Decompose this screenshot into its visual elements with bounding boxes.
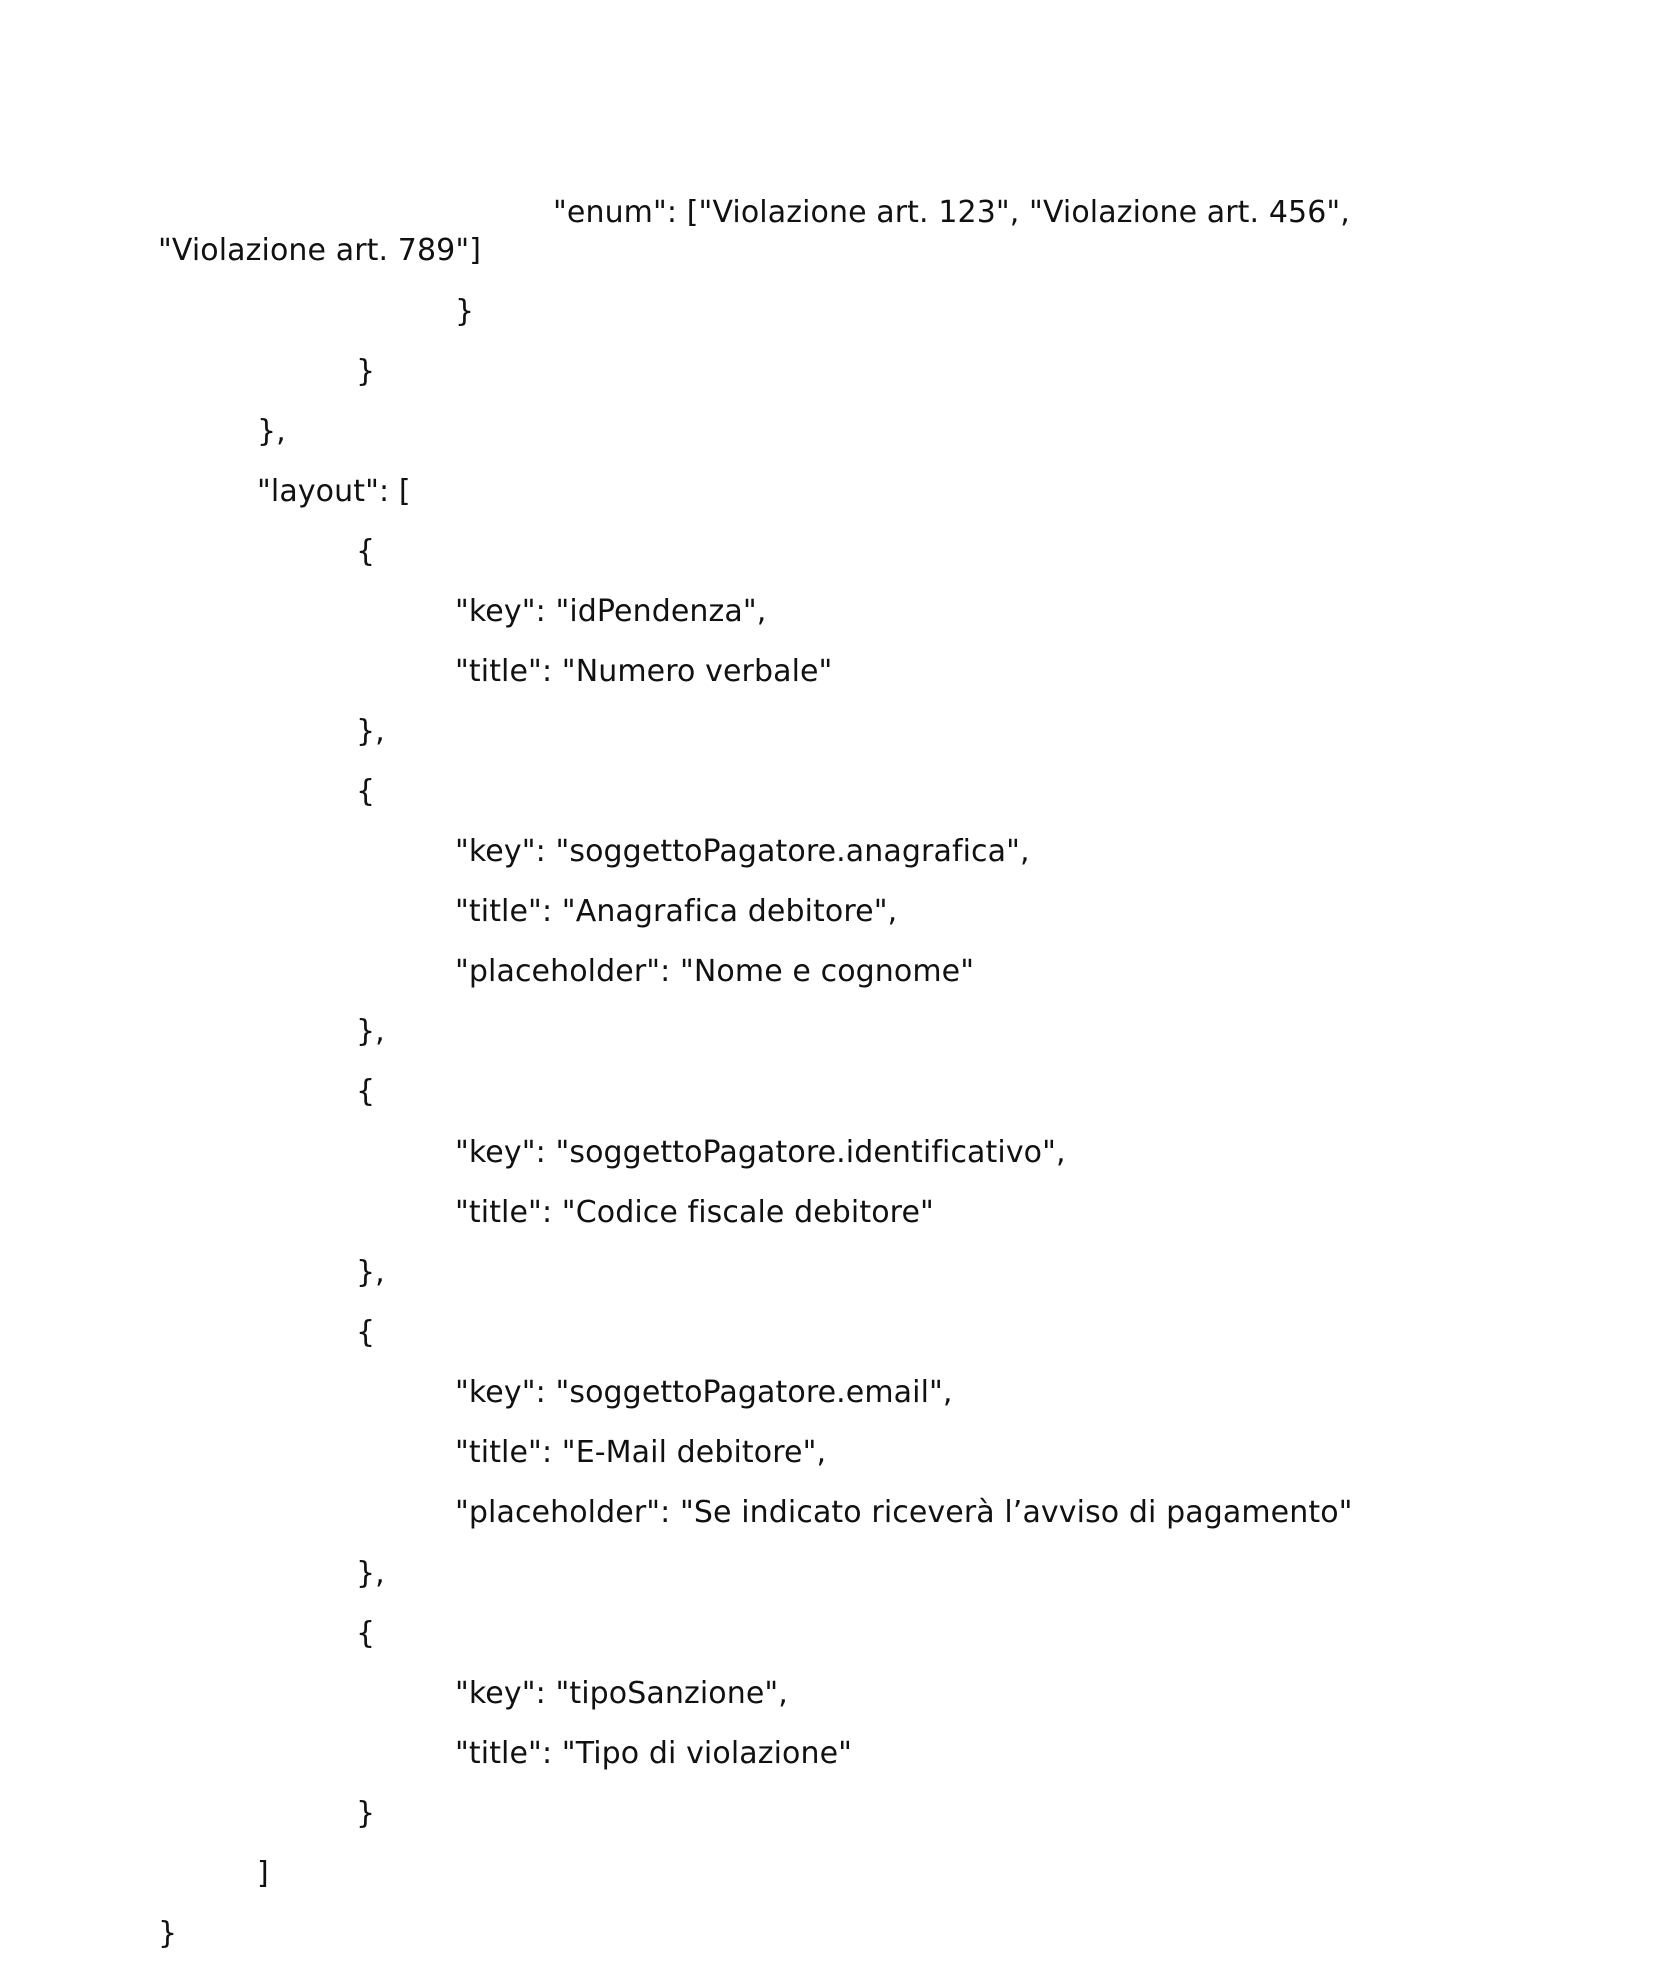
code-line: "title": "Tipo di violazione": [455, 1736, 853, 1771]
code-line: },: [356, 714, 385, 749]
code-line: },: [356, 1556, 385, 1591]
code-line: },: [356, 1014, 385, 1049]
code-line: },: [257, 414, 286, 449]
code-line: "key": "soggettoPagatore.identificativo",: [455, 1135, 1066, 1170]
code-line: "key": "idPendenza",: [455, 594, 767, 629]
code-line: "title": "Codice fiscale debitore": [455, 1195, 934, 1230]
code-line: "placeholder": "Nome e cognome": [455, 954, 975, 989]
code-line: {: [356, 774, 376, 809]
code-line: "key": "soggettoPagatore.email",: [455, 1375, 953, 1410]
code-line: {: [356, 1074, 376, 1109]
code-line: ]: [257, 1856, 269, 1891]
code-line: "enum": ["Violazione art. 123", "Violazione art. 456",: [553, 195, 1350, 230]
code-line: },: [356, 1255, 385, 1290]
code-line: {: [356, 1616, 376, 1651]
code-line: "title": "E-Mail debitore",: [455, 1435, 827, 1470]
code-line: }: [356, 1796, 376, 1831]
code-line: "layout": [: [257, 474, 411, 509]
code-line: }: [158, 1916, 178, 1951]
code-line: "key": "tipoSanzione",: [455, 1676, 788, 1711]
code-line: "placeholder": "Se indicato riceverà l’avviso di pagamento": [455, 1495, 1353, 1530]
code-line: }: [356, 354, 376, 389]
code-line: "title": "Anagrafica debitore",: [455, 894, 898, 929]
code-line: {: [356, 1315, 376, 1350]
code-line: "Violazione art. 789"]: [158, 233, 482, 268]
code-line: "title": "Numero verbale": [455, 654, 833, 689]
code-line: {: [356, 534, 376, 569]
code-line: "key": "soggettoPagatore.anagrafica",: [455, 834, 1030, 869]
code-line: }: [455, 294, 475, 329]
